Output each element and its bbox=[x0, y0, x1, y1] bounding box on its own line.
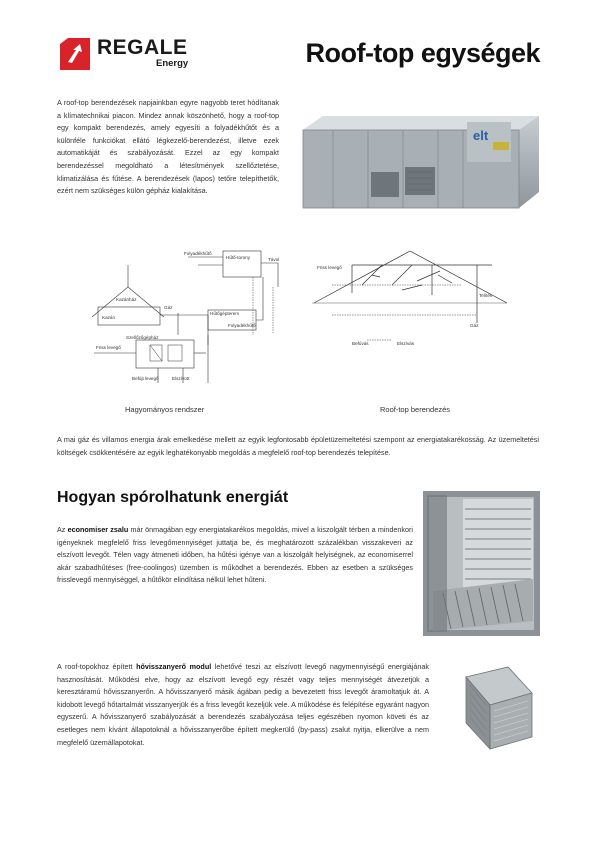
diagram-label: Hűtőgépterem bbox=[210, 311, 240, 316]
economiser-damper-photo bbox=[423, 491, 540, 636]
recovery-text-post: lehetővé teszi az elszívott levegő nagymennyiségű energiájának hasznosítását. Működési elve, hogy az elszívott levegő egy részét vagy teljes mennyiségét átvezetjük a keresztáramú hővisszanyerőn. A hővisszanyerő másik ágában pedig a bevezetett friss levegőt áramoltatjuk át. A kidobott levegő hőtartalmát visszanyerjük és a friss levegőt kezeljük vele. A működése és felépítése egyaránt nagyon egyszerű. A hővisszanyerő szabályozását a berendezés szabályozása teljes egészében nyomon követi és az esetleges nem kívánt állapotoknál a hővisszanyerőbe épített megkerülő (by-pass) zsalut nyitja, elkerülve a nem megfelelő üzemállapotokat. bbox=[57, 662, 429, 747]
diagram-label: Gáz bbox=[164, 305, 173, 310]
diagram-label: Gáz bbox=[470, 323, 479, 328]
diagram-label: Friss levegő bbox=[317, 265, 342, 270]
recovery-keyword: hővisszanyerő modul bbox=[136, 662, 212, 671]
diagram-label: Folyadékhűtő bbox=[184, 251, 212, 256]
diagram-label: Hűtő-torony bbox=[226, 255, 251, 260]
brand-name: REGALE bbox=[97, 36, 188, 59]
recovery-text-pre: A roof-topokhoz épített bbox=[57, 662, 137, 671]
diagram-label: Befúvás bbox=[352, 341, 369, 346]
heat-exchanger-photo bbox=[448, 665, 536, 752]
economiser-text-post: már önmagában egy energiatakarékos megoldás, mivel a kiszolgált térben a mindenkori igényeknek megfelelő friss levegőmennyiséget juttatja be, és meghatározott százalékban visszakeveri az elszívott levegőt. Télen vagy átmeneti időben, ha hűtési igénye van a kiszolgált helyiségnek, az economiserrel akár szabadhűtéses (free-coolingos) üzemben is működhet a berendezés. Ebben az esetben a szükséges frisslevegő mennyiséggel, a hűtőkör elindítása nélkül lehet hűteni. bbox=[57, 525, 414, 585]
caption-rooftop: Roof-top berendezés bbox=[380, 405, 451, 414]
rooftop-unit-photo bbox=[293, 112, 539, 210]
brand-subtitle: Energy bbox=[156, 58, 189, 69]
rooftop-system-diagram bbox=[312, 245, 507, 355]
diagram-label: Távol bbox=[268, 257, 280, 262]
diagram-label: Telítés bbox=[479, 293, 493, 298]
regale-logo-icon bbox=[60, 38, 90, 70]
intro-paragraph: A roof-top berendezések napjainkban egyre nagyobb teret hódítanak a klímatechnikai piacon. Mindez annak köszönhető, hogy a roof-top egy kompakt berendezés, amely egyesíti a folyadékhűtőt és a különféle funkciókat ellátó légkezelő-berendezést, illetve ezek automatikáját és szabályozását. Ezzel az egy kompakt berendezéssel megoldható a létesítmények szellőztetése, klimatizálása és fűtése. A berendezések (lapos) tetőre telepíthetők, ezért nem szükséges külön gépház kialakítása. bbox=[57, 98, 279, 196]
diagram-label: Elszívott bbox=[172, 376, 190, 381]
economiser-keyword: economiser zsalu bbox=[67, 525, 129, 534]
section-heading: Hogyan spórolhatunk energiát bbox=[57, 489, 289, 506]
economiser-paragraph bbox=[57, 524, 413, 587]
conventional-system-diagram bbox=[88, 245, 288, 395]
heat-recovery-paragraph bbox=[57, 661, 429, 749]
unit-brand-text: elt bbox=[473, 128, 489, 143]
diagram-label: Kazánház bbox=[116, 297, 137, 302]
energy-cost-paragraph: A mai gáz és villamos energia árak emelkedése mellett az egyik legfontosabb épületüzemeltetési szempont az energiatakarékosság. Az üzemeltetési költségek csökkentésére az egyik leghatékonyabb megoldás a megfelelő roof-top berendezés telepítése. bbox=[57, 435, 539, 457]
diagram-label: Friss levegő bbox=[96, 345, 121, 350]
diagram-label: Befújt levegő bbox=[132, 376, 159, 381]
diagram-label: Szellőzőgépház bbox=[126, 335, 159, 340]
diagram-label: Elszívás bbox=[397, 341, 415, 346]
diagram-label: Folyadékhűtő bbox=[228, 323, 256, 328]
diagram-label: Kazán bbox=[102, 315, 116, 320]
caption-conventional: Hagyományos rendszer bbox=[125, 405, 205, 414]
economiser-text-pre: Az bbox=[57, 525, 68, 534]
page-title: Roof-top egységek bbox=[305, 38, 540, 68]
